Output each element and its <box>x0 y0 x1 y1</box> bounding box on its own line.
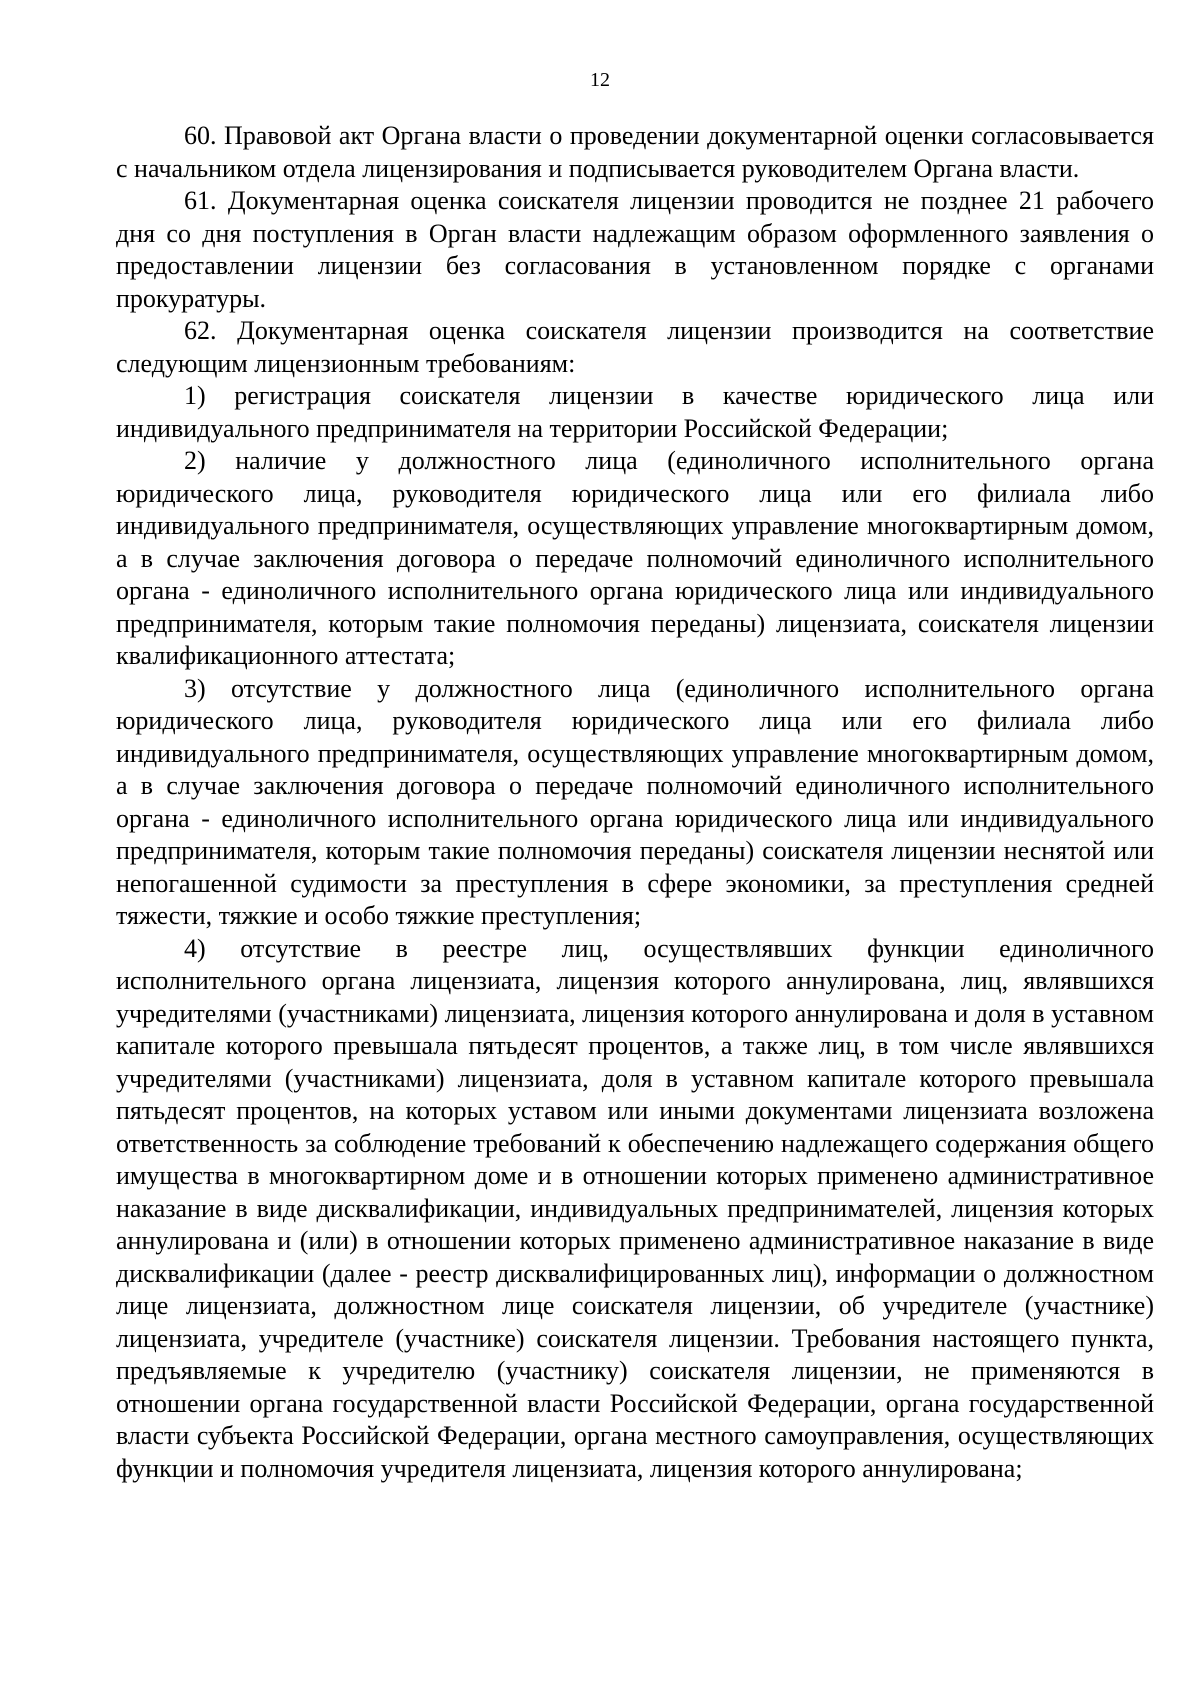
document-body <box>116 120 1154 1485</box>
requirement-item-4: 4) отсутствие в реестре лиц, осуществлявших функции единоличного исполнительного органа лицензиата, лицензия которого аннулирована, лиц, являвшихся учредителями (участниками) лицензиата, лицензия которого аннулирована и доля в уставном капитале которого превышала пятьдесят процентов, а также лиц, в том числе являвшихся учредителями (участниками) лицензиата, доля в уставном капитале которого превышала пятьдесят процентов, на которых уставом или иными документами лицензиата возложена ответственность за соблюдение требований к обеспечению надлежащего содержания общего имущества в многоквартирном доме и в отношении которых применено административное наказание в виде дисквалификации, индивидуальных предпринимателей, лицензия которых аннулирована и (или) в отношении которых применено административное наказание в виде дисквалификации (далее - реестр дисквалифицированных лиц), информации о должностном лице лицензиата, должностном лице соискателя лицензии, об учредителе (участнике) лицензиата, учредителе (участнике) соискателя лицензии. Требования настоящего пункта, предъявляемые к учредителю (участнику) соискателя лицензии, не применяются в отношении органа государственной власти Российской Федерации, органа государственной власти субъекта Российской Федерации, органа местного самоуправления, осуществляющих функции и полномочия учредителя лицензиата, лицензия которого аннулирована; <box>116 933 1154 1483</box>
page-number: 12 <box>590 69 610 91</box>
requirement-item-3: 3) отсутствие у должностного лица (единоличного исполнительного органа юридического лица, руководителя юридического лица или его филиала либо индивидуального предпринимателя, осуществляющих управление многоквартирным домом, а в случае заключения договора о передаче полномочий единоличного исполнительного органа - единоличного исполнительного органа юридического лица или индивидуального предпринимателя, которым такие полномочия переданы) соискателя лицензии неснятой или непогашенной судимости за преступления в сфере экономики, за преступления средней тяжести, тяжкие и особо тяжкие преступления; <box>116 673 1154 930</box>
paragraph-60: 60. Правовой акт Органа власти о проведении документарной оценки согласовывается с начальником отдела лицензирования и подписывается руководителем Органа власти. <box>116 121 1154 183</box>
requirement-item-2: 2) наличие у должностного лица (единоличного исполнительного органа юридического лица, руководителя юридического лица или его филиала либо индивидуального предпринимателя, осуществляющих управление многоквартирным домом, а в случае заключения договора о передаче полномочий единоличного исполнительного органа - единоличного исполнительного органа юридического лица или индивидуального предпринимателя, которым такие полномочия переданы) лицензиата, соискателя лицензии квалификационного аттестата; <box>116 446 1154 670</box>
paragraph-62: 62. Документарная оценка соискателя лицензии производится на соответствие следующим лицензионным требованиям: <box>116 316 1154 378</box>
paragraph-61: 61. Документарная оценка соискателя лицензии проводится не позднее 21 рабочего дня со дня поступления в Орган власти надлежащим образом оформленного заявления о предоставлении лицензии без согласования в установленном порядке с органами прокуратуры. <box>116 186 1154 313</box>
requirement-item-1: 1) регистрация соискателя лицензии в качестве юридического лица или индивидуального предпринимателя на территории Российской Федерации; <box>116 381 1154 443</box>
